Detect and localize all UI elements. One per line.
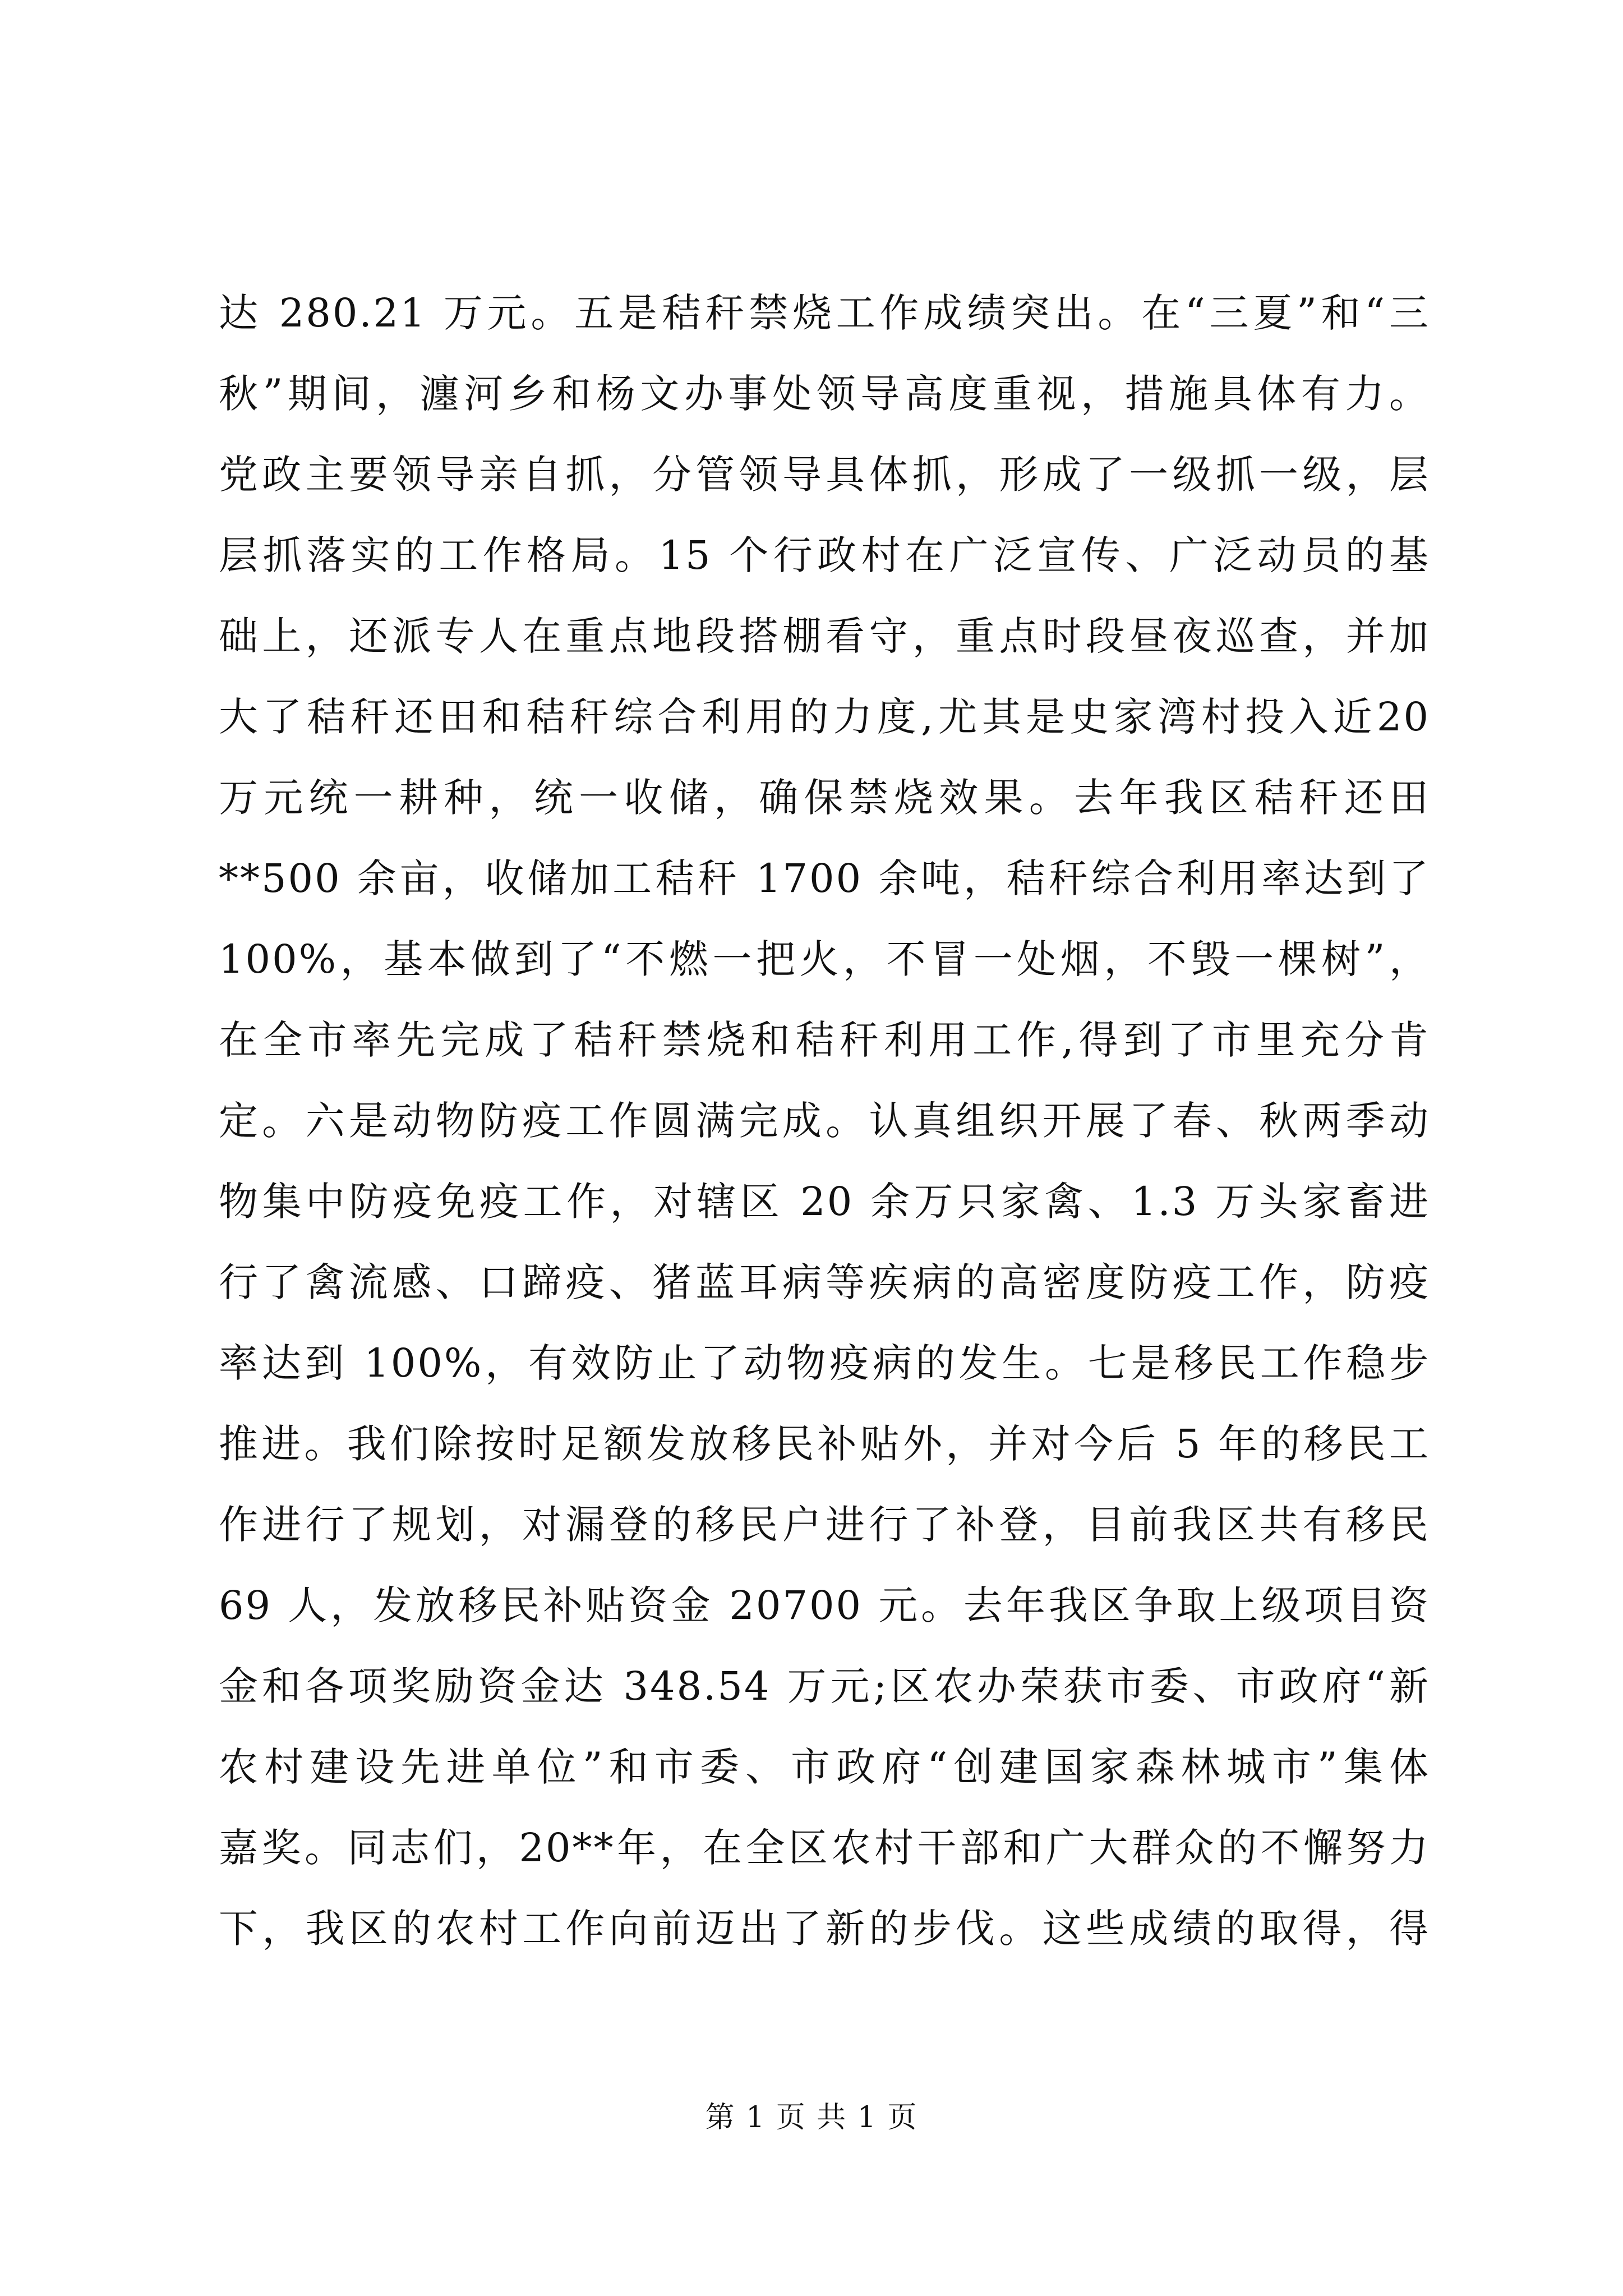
text-line: 定。六是动物防疫工作圆满完成。认真组织开展了春、秋两季动 [219,1098,1430,1144]
text-line: 在全市率先完成了秸秆禁烧和秸秆利用工作,得到了市里充分肯 [219,1017,1430,1063]
page-number-footer: 第 1 页 共 1 页 [705,2101,918,2134]
text-line: 万元统一耕种，统一收储，确保禁烧效果。去年我区秸秆还田 [219,775,1430,821]
text-line: 农村建设先进单位”和市委、市政府“创建国家森林城市”集体 [219,1744,1430,1790]
text-line: 率达到 100%，有效防止了动物疫病的发生。七是移民工作稳步 [219,1340,1430,1386]
text-line: 党政主要领导亲自抓，分管领导具体抓，形成了一级抓一级，层 [219,452,1430,498]
text-line: 金和各项奖励资金达 348.54 万元;区农办荣获市委、市政府“新 [219,1663,1430,1709]
text-line: 下，我区的农村工作向前迈出了新的步伐。这些成绩的取得，得 [219,1906,1430,1952]
text-line: **500 余亩，收储加工秸秆 1700 余吨，秸秆综合利用率达到了 [219,855,1430,901]
text-line: 作进行了规划，对漏登的移民户进行了补登，目前我区共有移民 [219,1502,1430,1548]
text-line: 大了秸秆还田和秸秆综合利用的力度,尤其是史家湾村投入近20 [219,694,1430,740]
text-line: 推进。我们除按时足额发放移民补贴外，并对今后 5 年的移民工 [219,1421,1430,1467]
text-line: 物集中防疫免疫工作，对辖区 20 余万只家禽、1.3 万头家畜进 [219,1179,1430,1225]
text-line: 行了禽流感、口蹄疫、猪蓝耳病等疾病的高密度防疫工作，防疫 [219,1259,1430,1305]
text-line: 100%，基本做到了“不燃一把火，不冒一处烟，不毁一棵树”， [219,936,1430,982]
text-line: 达 280.21 万元。五是秸秆禁烧工作成绩突出。在“三夏”和“三 [219,290,1430,336]
text-line: 秋”期间，瀍河乡和杨文办事处领导高度重视，措施具体有力。 [219,371,1430,417]
text-line: 础上，还派专人在重点地段搭棚看守，重点时段昼夜巡查，并加 [219,613,1430,659]
text-line: 69 人，发放移民补贴资金 20700 元。去年我区争取上级项目资 [219,1582,1430,1628]
text-line: 嘉奖。同志们，20**年，在全区农村干部和广大群众的不懈努力 [219,1825,1430,1871]
text-line: 层抓落实的工作格局。15 个行政村在广泛宣传、广泛动员的基 [219,532,1430,578]
body-text [219,273,1430,1969]
